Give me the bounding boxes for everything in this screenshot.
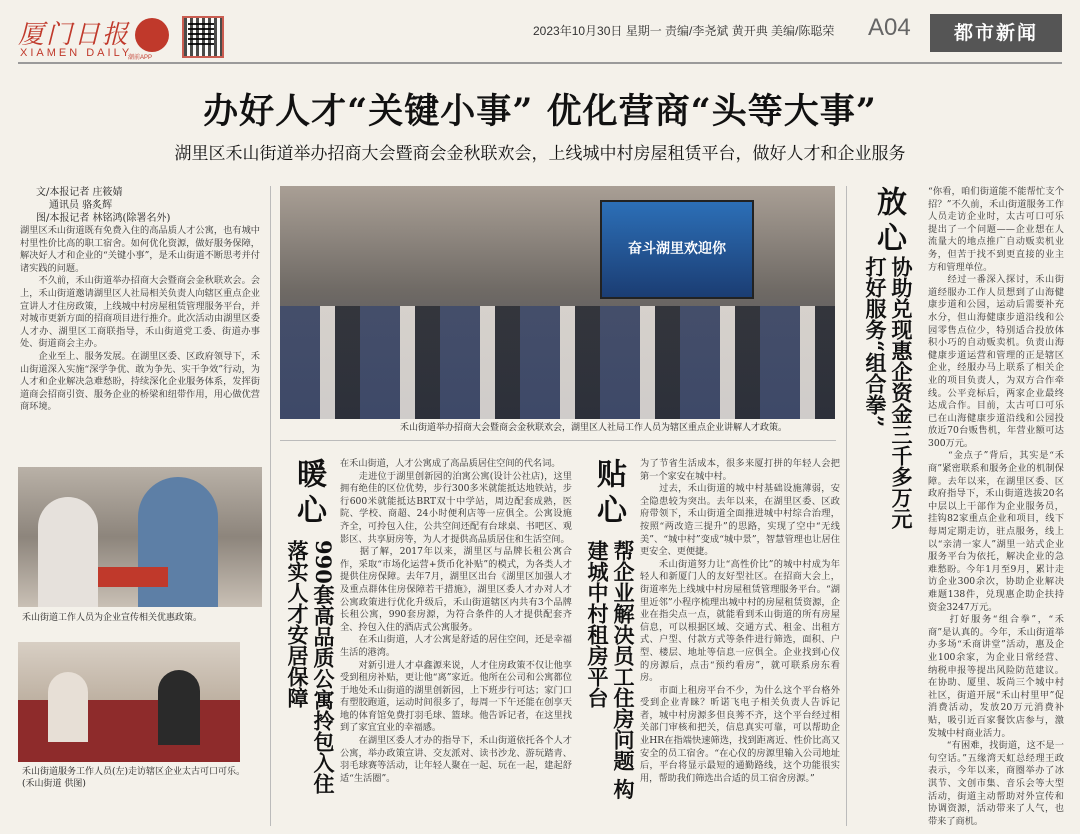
reassure-article: “你看，咱们街道能不能帮忙支个招？”不久前，禾山街道服务工作人员走访企业时，太古可口可乐提出了一个问题——企业想在人流量大的地点推广自动贩卖机业务，但苦于找不到更直接的业主方和管理单位。 经过一番深入探讨，禾山街道经服办工作人员想到了山海健康步道和公园，运动后需要补充水分，但山海健康步道沿线和公园零售点位少，特别适合投放体积小巧的自动贩卖机。负责山海健康步道运营和管理的正是辖区企业，经服办马上联系了相关企业的项目负责人，为双方合作牵线。公平竞标后，两家企业最终达成合作。目前，太古可口可乐已在山海健康步道沿线和公园投放近70台贩售机，年营业额可达300万元。 “金点子”背后，其实是“禾商”紧密联系和服务企业的机制保障。去年以来，在湖里区委、区政府指导下，禾山街道选拔20名中层以上干部作为企业服务员，挂钩82家重点企业和项目，线下每周定期走访，驻点服务，线上以“亲清一家人”湖里一站式企业服务平台为依托，解决企业的急难愁盼。今年1月至9月，累计走访企业300余次，协助企业解决难题138件，兑现惠企助企扶持资金3247万元。 打好服务“组合拳”，“禾商”是认真的。今年，禾山街道举办多场“禾商讲堂”活动，惠及企业100余家，为企业日常经营、纳税申报等提出风险防范建议。在协助、厦里、坂尚三个城中村社区，街道开展“禾山村里甲”促消费活动，发放20万元消费补贴，吸引近百家餐饮店参与，激发城中村商业活力。 “有困难，找街道，这不是一句空话。”五缘湾天虹总经理王政表示，今年以来，商圈举办了冰淇节、文创市集、音乐会等大型活动，街道主动帮助对外宣传和协调资源，活动带来了人气，也带来了商机。 — [928, 186, 1064, 826]
stick-title: 帮企业解决员工住房问题 构建城中村租房平台 — [585, 540, 636, 800]
photo-screen-banner: 奋斗湖里欢迎你 — [628, 240, 726, 256]
stick-article: 为了节省生活成本，很多来厦打拼的年轻人会把第一个家安在城中村。 过去，禾山街道的城中村基础设施薄弱，安全隐患较为突出。去年以来，在湖里区委、区政府带领下，禾山街道全面推进城中村综合治理，按照“两改造三提升”的思路，实现了空中“无线美”、“城中村”变成“城中景”，智慧管理也让居住更安全、更便捷。 禾山街道努力让“高性价比”的城中村成为年轻人和新厦门人的友好型社区。在招商大会上，街道率先上线城中村房屋租赁管理服务平台。“湖里近邻”小程序梳理出城中村的房屋租赁资源，企业在指尖点一点，就能看到禾山街道的所有房屋信息，可以根据区域、交通方式、租金、出租方式、户型、付款方式等条件进行筛选，面积、户型、楼层、地址等信息一应俱全。企业找到心仪的房源后，点击“预约看房”，就可联系房东看房。 市面上租房平台不少，为什么这个平台格外受到企业青睐？昕诺飞电子相关负责人告诉记者，城中村房源多但良莠不齐，这个平台经过相关部门审核和把关，信息真实可靠，可以帮助企业HR在指端快速筛选，找到距离近、性价比高又安全的员工宿舍。“在心仪的房源里输入公司地址后，平台将显示最短的通勤路线，这个功能很实用，帮助我们筛选出合适的员工宿舍房源。” — [640, 458, 840, 784]
column-divider — [270, 186, 271, 826]
reassure-kicker: 放心 — [871, 186, 906, 258]
main-photo — [280, 186, 835, 419]
photo-screen — [600, 200, 754, 299]
photo-enterprise-visit — [18, 642, 240, 762]
warm-title: 990套高品质公寓拎包入住 落实人才安居保障 — [285, 540, 336, 794]
byline-reporter: 文/本报记者 庄筱婧 — [36, 187, 123, 198]
section-label: 都市新闻 — [930, 14, 1062, 52]
headline: 办好人才“关键小事” 优化营商“头等大事” — [203, 91, 877, 132]
photo3-caption: 禾山街道服务工作人员(左)走访辖区企业太古可口可乐。 (禾山街道 供图) — [22, 767, 263, 789]
photo-leaflet — [98, 567, 168, 587]
photo-figure-woman — [38, 497, 98, 607]
masthead-rule — [18, 62, 1062, 64]
photo-policy-promotion — [18, 467, 262, 607]
page-number: A04 — [868, 14, 911, 41]
dateline: 2023年10月30日 星期一 责编/李尧斌 黄开典 美编/陈聪荣 — [533, 24, 835, 38]
warm-article: 在禾山街道，人才公寓成了高品质居住空间的代名词。 走进位于湖里创新园的泊寓公寓(设计公社店)，这里拥有绝佳的区位优势，步行300多米就能抵达地铁站，步行600米就能抵达BRT双十中学站，周边配套成熟，医院、学校、商超、24小时便利店等一应俱全。公寓设施齐全，可拎包入住，公共空间还配有台球桌、书吧区、观影区、共享厨房等，为人才提供高品质居住和生活空间。 据了解，2017年以来，湖里区与品牌长租公寓合作，采取“市场化运营+货币化补贴”的模式，为各类人才提供住房保障。去年7月，湖里区出台《湖里区加强人才及重点群体住房保障若干措施》，湖里区委人才办对人才公寓政策进行优化升级后，禾山街道辖区内共有3个品牌长租公寓，990套房源，为符合条件的人才提供配套齐全、拎包入住的酒店式公寓服务。 在禾山街道，人才公寓是舒适的居住空间，还是幸福生活的港湾。 对新引进人才卓鑫源来说，人才住房政策不仅让他享受到租房补贴，更让他“离”家近。他所在公司和公寓都位于地处禾山街道的湖里创新园，上下班步行可达；家门口有塑胶跑道，运动时间很多了，每周一下午还能在创享天地的体育馆免费打羽毛球、篮球。他告诉记者，在这里找到了家宜宜业的幸福感。 在湖里区委人才办的指导下，禾山街道依托各个人才公寓，举办政策宣讲、交友派对、读书沙龙、游玩踏青、羽毛球赛等活动，让年轻人聚在一起、玩在一起，建起舒适“生活圈”。 — [340, 458, 572, 784]
photo-figure-right — [158, 670, 200, 745]
masthead-logo-en: XIAMEN DAILY — [20, 47, 133, 59]
masthead-logo: 厦门日报 — [18, 20, 131, 50]
subheadline: 湖里区禾山街道举办招商大会暨商会金秋联欢会，上线城中村房屋租赁平台，做好人才和企业服务 — [174, 144, 906, 164]
photo-figure-man — [138, 477, 218, 607]
photo2-caption: 禾山街道工作人员为企业宣传相关优惠政策。 — [22, 613, 203, 623]
row-divider — [280, 440, 836, 441]
photo-figure-left — [48, 672, 88, 742]
byline-photographer: 图/本报记者 林铭鸿(除署名外) — [36, 213, 171, 224]
app-label: 潮前APP — [128, 55, 153, 61]
column-divider — [846, 186, 847, 826]
byline — [36, 186, 256, 225]
stick-kicker: 贴心 — [591, 458, 626, 530]
reassure-title: 协助兑现惠企资金三千多万元 打好服务“组合拳” — [863, 256, 914, 529]
qr-code-pattern — [188, 22, 214, 48]
photo-audience — [280, 306, 835, 419]
lead-article: 湖里区禾山街道既有免费入住的高品质人才公寓，也有城中村里性价比高的职工宿舍。如何优化资源，做好服务保障，解决好人才和企业的“关键小事”，是禾山街道不断思考并付诸实践的问题。 不久前，禾山街道举办招商大会暨商会金秋联欢会。会上，禾山街道邀请湖里区人社局相关负责人向辖区重点企业宣讲人才住房政策，上线城中村房屋租赁管理服务平台，并对城市更新方面的招商项目进行推介。此次活动由湖里区委人才办、湖里区工商联指导，禾山街道党工委、街道办事处、街道商会主办。 企业至上、服务发展。在湖里区委、区政府领导下，禾山街道深入实施“深学争优、敢为争先、实干争效”行动，为人才和企业解决急难愁盼，持续深化企业服务体系，发挥街道商会招商引资、服务企业的桥梁和纽带作用，用心做优营商环境。 — [20, 225, 260, 413]
warm-kicker: 暖心 — [291, 458, 326, 530]
app-logo-icon — [135, 18, 169, 52]
byline-correspondent: 通讯员 骆炙辉 — [49, 200, 113, 211]
main-photo-caption: 禾山街道举办招商大会暨商会金秋联欢会，湖里区人社局工作人员为辖区重点企业讲解人才政策。 — [400, 423, 788, 433]
